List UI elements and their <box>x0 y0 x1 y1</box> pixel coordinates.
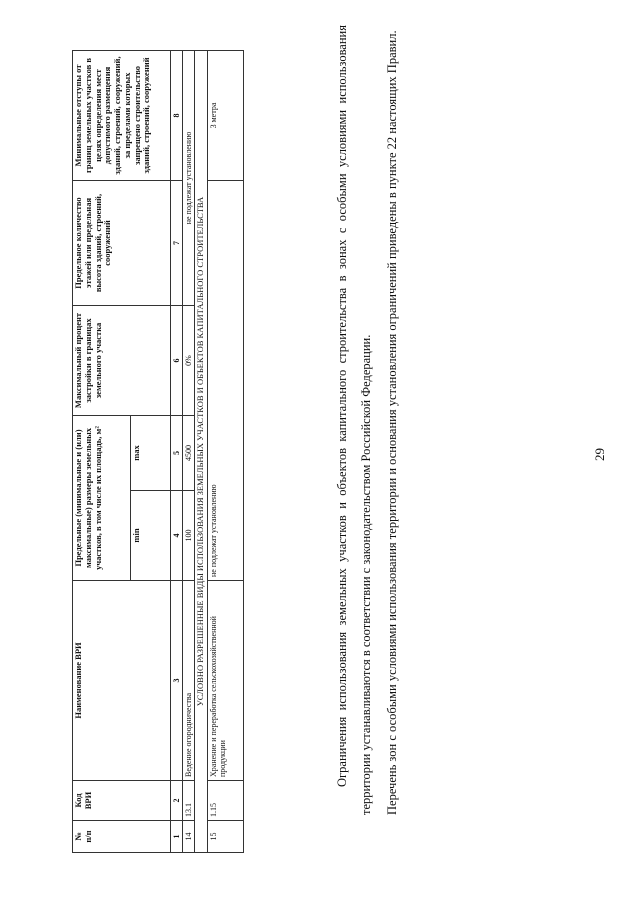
header-floors: Предельное количество этажей или предельная высота зданий, строений, сооружений <box>73 181 171 306</box>
col-number: 6 <box>171 306 183 416</box>
col-number: 7 <box>171 181 183 306</box>
header-plot-size: Предельные (минимальные и (или) максимальные) размеры земельных участков, в том числе их площадь, м² <box>73 416 131 581</box>
header-build-percent: Максимальный процент застройки в границах земельного участка <box>73 306 171 416</box>
row-name: Ведение огородничества <box>183 581 195 781</box>
section-row <box>195 51 208 853</box>
header-code: Код ВРИ <box>73 781 171 821</box>
page-number: 29 <box>592 448 607 461</box>
paragraph: Перечень зон с особыми условиями использования территории и основания установления ограничений приведены в пункте 22 настоящих Правил. <box>385 30 399 815</box>
row-num: 15 <box>208 821 244 853</box>
column-number-row <box>171 51 183 853</box>
row-min: 100 <box>183 491 195 581</box>
row-max: 4500 <box>183 416 195 491</box>
row-num: 14 <box>183 821 195 853</box>
col-number: 4 <box>171 491 183 581</box>
row-code: 13.1 <box>183 781 195 821</box>
section-title: УСЛОВНО РАЗРЕШЕННЫЕ ВИДЫ ИСПОЛЬЗОВАНИЯ ЗЕМЕЛЬНЫХ УЧАСТКОВ И ОБЪЕКТОВ КАПИТАЛЬНОГО СТРОИТЕЛЬСТВА <box>195 51 208 853</box>
row-name: Хранение и переработка сельскохозяйственной продукции <box>208 581 244 781</box>
header-num: № п/п <box>73 821 171 853</box>
row-code: 1.15 <box>208 781 244 821</box>
paragraph: Ограничения использования земельных участков и объектов капитального строительства в зонах с особыми условиями использования территории устанавливаются в соответствии с законодательством Российской Федерации. <box>335 25 373 815</box>
body-text <box>330 25 404 815</box>
table-row <box>183 51 195 853</box>
header-name: Наименование ВРИ <box>73 581 171 781</box>
header-row <box>73 51 131 853</box>
col-number: 3 <box>171 581 183 781</box>
row-minmax: не подлежат установлению <box>208 181 244 581</box>
row-setbacks: 3 метра <box>208 51 244 181</box>
header-setbacks: Минимальные отступы от границ земельных участков в целях определения мест допустимого размещения зданий, строений, сооружений, за пределами которых запрещено строительство зданий, строений, сооружений <box>73 51 171 181</box>
header-min: min <box>131 491 171 581</box>
col-number: 8 <box>171 51 183 181</box>
col-number: 2 <box>171 781 183 821</box>
row-build-percent: 0% <box>183 306 195 416</box>
col-number: 5 <box>171 416 183 491</box>
zoning-parameters-table <box>72 50 244 853</box>
col-number: 1 <box>171 821 183 853</box>
row-floors-setbacks: не подлежат установлению <box>183 51 195 306</box>
table-row <box>208 51 244 853</box>
header-max: max <box>131 416 171 491</box>
